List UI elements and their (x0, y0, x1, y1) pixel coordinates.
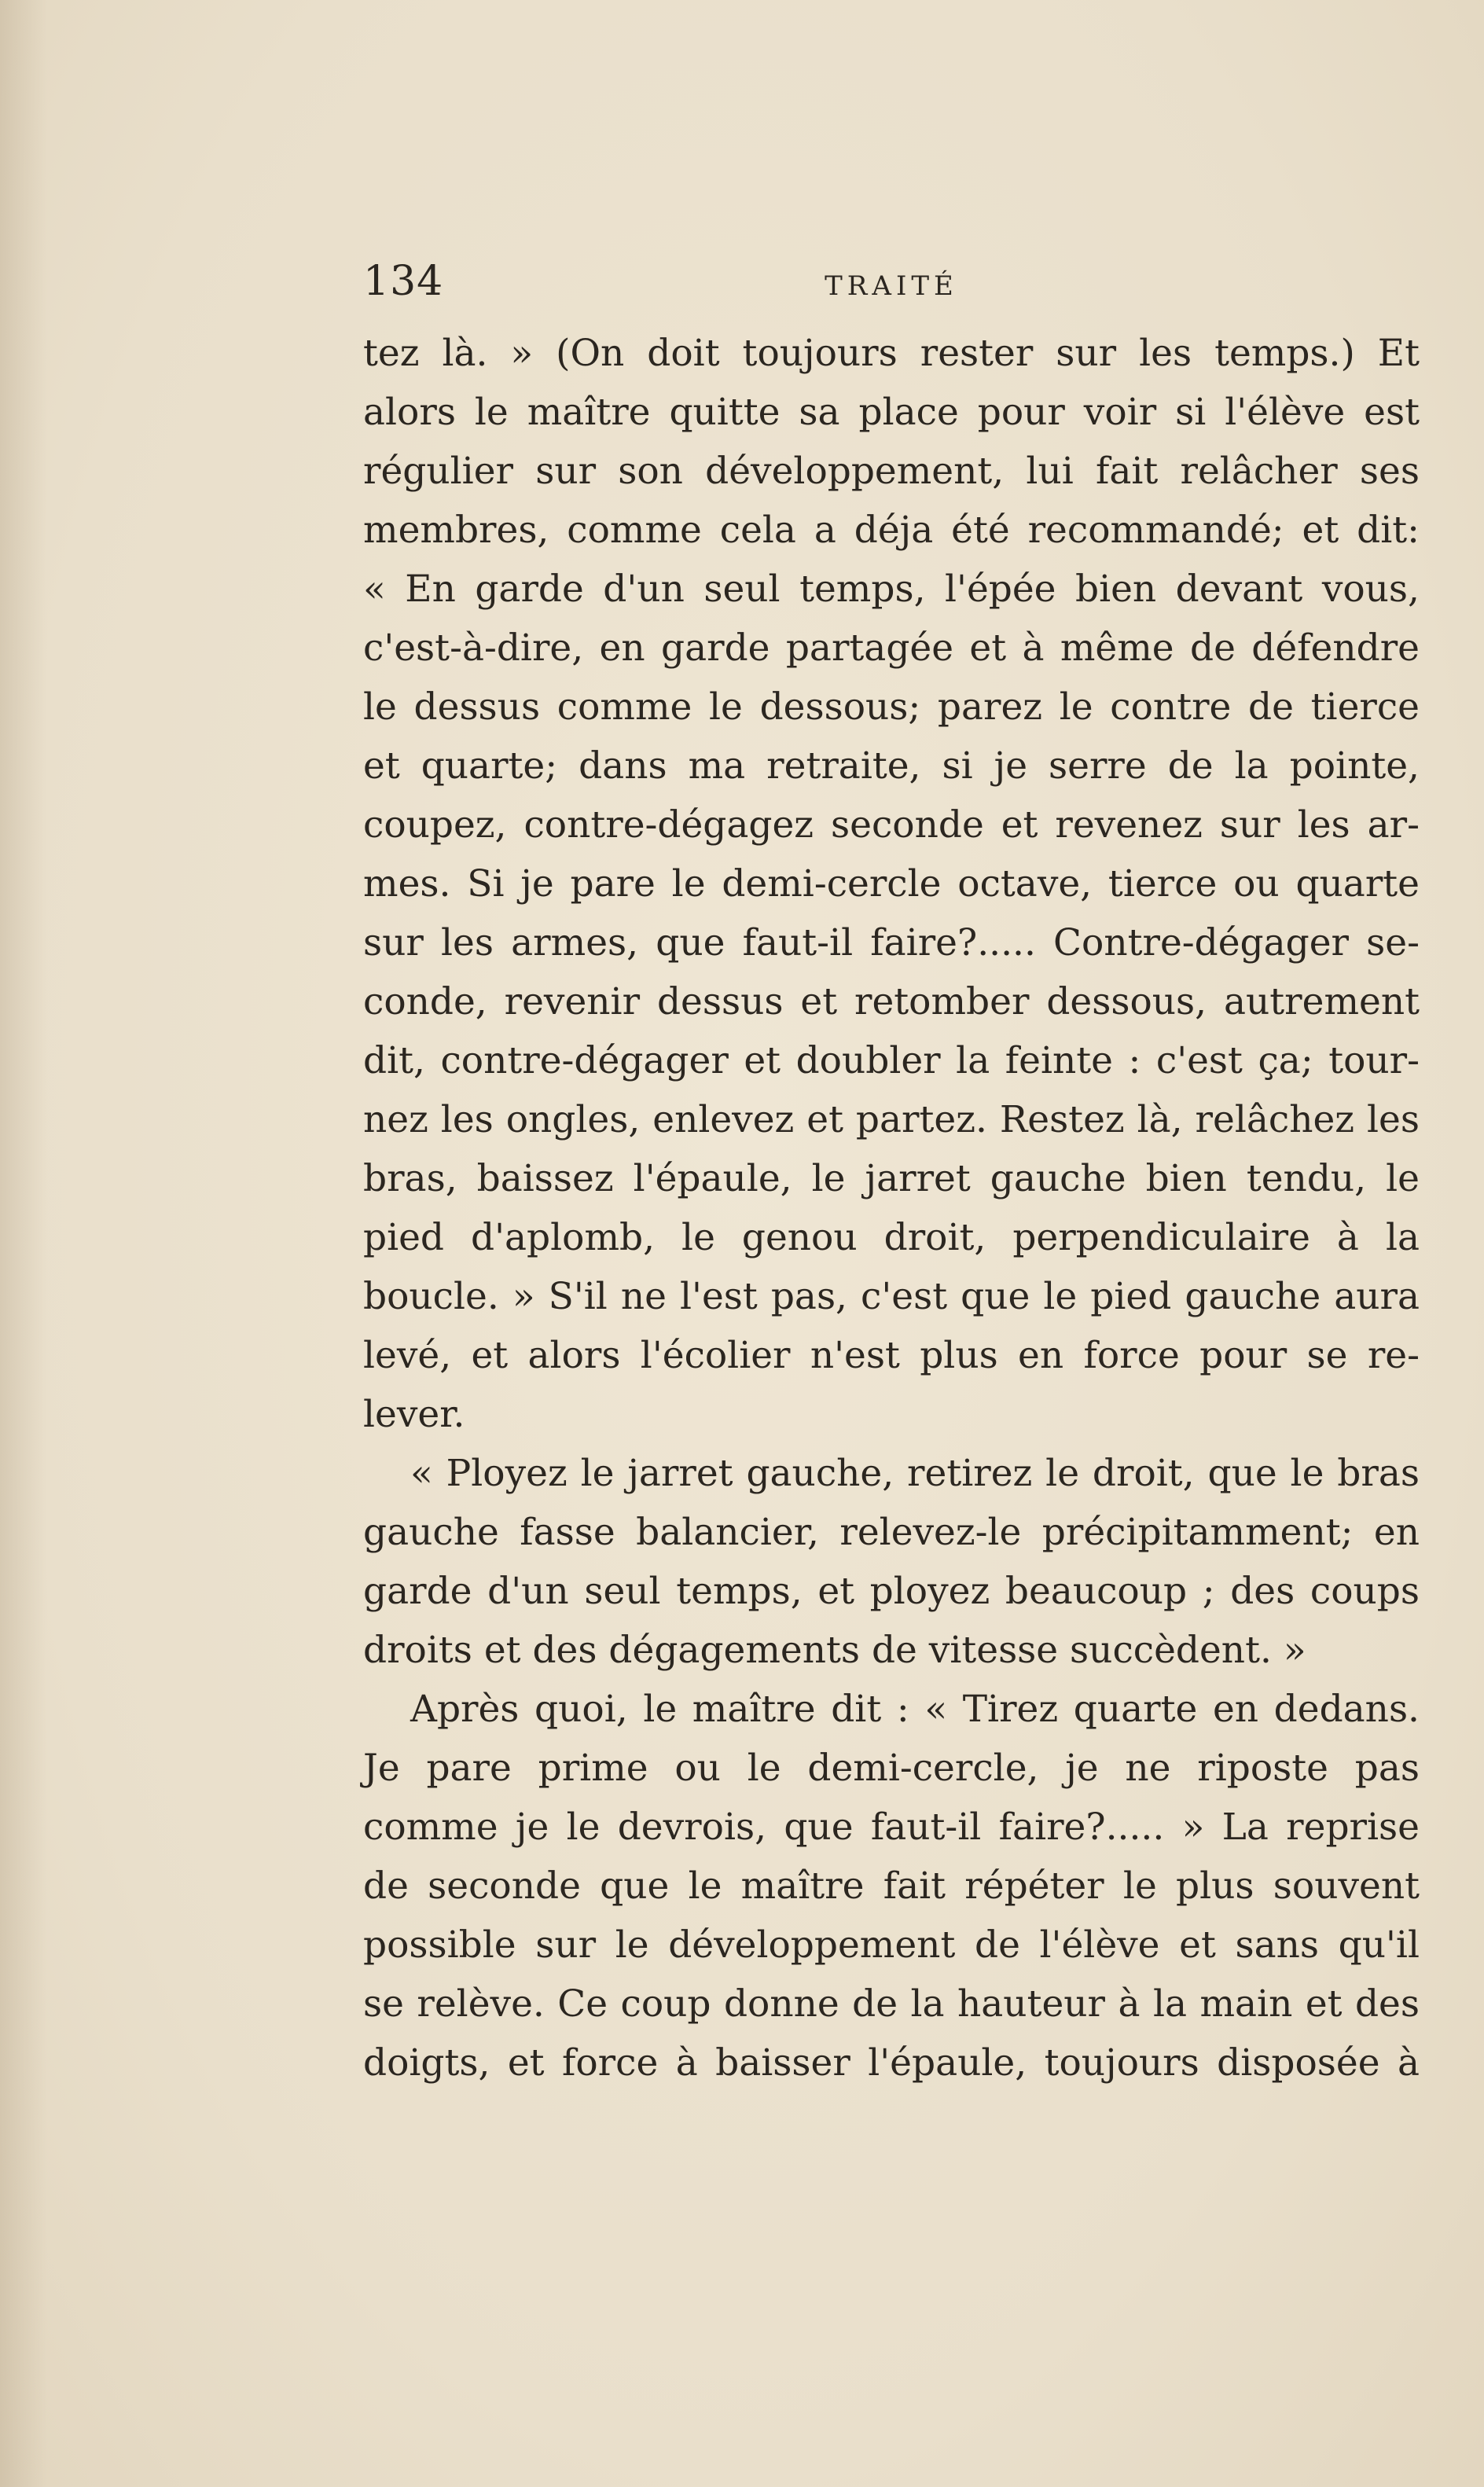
page-number: 134 (363, 258, 444, 305)
text-line: c'est-à-dire, en garde partagée et à même de défendre (363, 626, 1420, 670)
text-line: et quarte; dans ma retraite, si je serre de la pointe, (363, 744, 1420, 788)
text-line: sur les armes, que faut-il faire?..... Contre-dégager se- (363, 921, 1420, 964)
text-line: « Ployez le jarret gauche, retirez le droit, que le bras (410, 1452, 1420, 1495)
text-line: bras, baissez l'épaule, le jarret gauche bien tendu, le (363, 1157, 1420, 1200)
text-line: « En garde d'un seul temps, l'épée bien devant vous, (363, 568, 1420, 611)
text-line: coupez, contre-dégagez seconde et revenez sur les ar- (363, 803, 1420, 847)
text-line: alors le maître quitte sa place pour voir si l'élève est (363, 391, 1420, 434)
text-line: boucle. » S'il ne l'est pas, c'est que le pied gauche aura (363, 1275, 1420, 1318)
text-line: le dessus comme le dessous; parez le contre de tierce (363, 685, 1420, 729)
text-line: lever. (363, 1393, 465, 1436)
text-line: de seconde que le maître fait répéter le plus souvent (363, 1864, 1420, 1908)
text-line: doigts, et force à baisser l'épaule, toujours disposée à (363, 2041, 1420, 2085)
text-line: droits et des dégagements de vitesse succèdent. » (363, 1629, 1306, 1672)
text-line: se relève. Ce coup donne de la hauteur à la main et des (363, 1982, 1420, 2026)
running-title: TRAITÉ (825, 270, 958, 302)
text-line: pied d'aplomb, le genou droit, perpendiculaire à la (363, 1216, 1420, 1259)
body-text (363, 324, 1420, 2092)
text-line: tez là. » (On doit toujours rester sur les temps.) Et (363, 332, 1420, 375)
text-line: garde d'un seul temps, et ployez beaucoup ; des coups (363, 1570, 1420, 1613)
text-line: dit, contre-dégager et doubler la feinte : c'est ça; tour- (363, 1039, 1420, 1082)
text-line: Après quoi, le maître dit : « Tirez quarte en dedans. (410, 1688, 1420, 1731)
running-head (363, 252, 1420, 314)
text-line: comme je le devrois, que faut-il faire?..... » La reprise (363, 1806, 1420, 1849)
text-line: régulier sur son développement, lui fait relâcher ses (363, 450, 1420, 493)
text-line: membres, comme cela a déja été recommandé; et dit: (363, 509, 1420, 552)
text-line: gauche fasse balancier, relevez-le précipitamment; en (363, 1511, 1420, 1554)
text-line: conde, revenir dessus et retomber dessous, autrement (363, 980, 1420, 1023)
text-line: mes. Si je pare le demi-cercle octave, tierce ou quarte (363, 862, 1420, 906)
spine-shadow (0, 0, 47, 2487)
text-line: Je pare prime ou le demi-cercle, je ne riposte pas (363, 1747, 1420, 1790)
text-line: nez les ongles, enlevez et partez. Restez là, relâchez les (363, 1098, 1420, 1141)
text-line: levé, et alors l'écolier n'est plus en force pour se re- (363, 1334, 1420, 1377)
text-line: possible sur le développement de l'élève et sans qu'il (363, 1923, 1420, 1967)
